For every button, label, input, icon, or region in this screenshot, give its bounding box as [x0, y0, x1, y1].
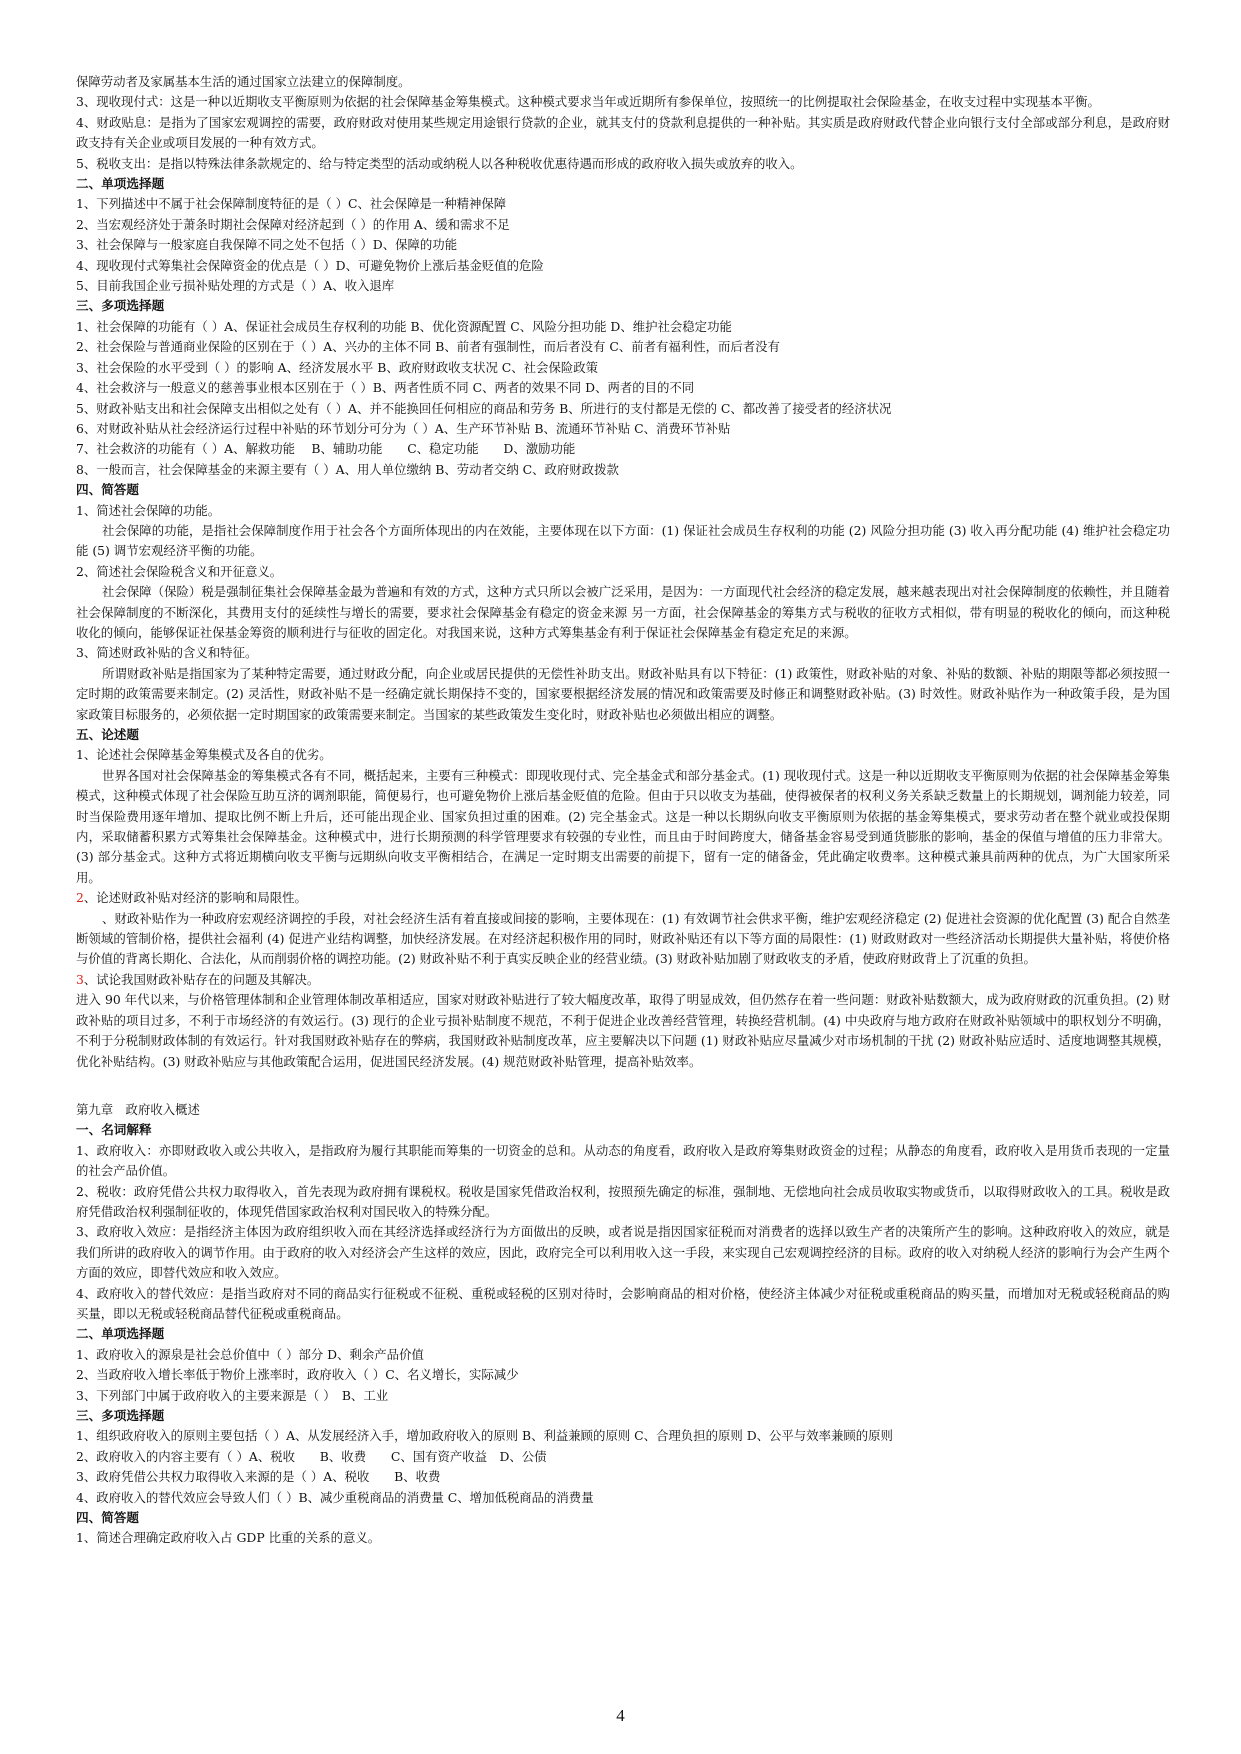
- list-item: 1、下列描述中不属于社会保障制度特征的是（ ）C、社会保障是一种精神保障: [76, 196, 507, 212]
- list-item: 2、当宏观经济处于萧条时期社会保障对经济起到（ ）的作用 A、缓和需求不足: [76, 216, 510, 232]
- section-heading: 三、多项选择题: [76, 298, 165, 314]
- paragraph: 3、现收现付式：这是一种以近期收支平衡原则为依据的社会保障基金筹集模式。这种模式要求当年或近期所有参保单位，按照统一的比例提取社会保险基金，在收支过程中实现基本平衡。: [76, 94, 1100, 110]
- list-item: 4、政府收入的替代效应会导致人们（ ）B、减少重税商品的消费量 C、增加低税商品的消费量: [76, 1489, 594, 1505]
- answer: 、财政补贴作为一种政府宏观经济调控的手段，对社会经济生活有着直接或间接的影响，主要体现在：(1) 有效调节社会供求平衡，维护宏观经济稳定 (2) 促进社会资源的优化配置 (3) 配合自然垄断领域的管制价格，提供社会福利 (4) 促进产业结构调整，加快经济发展。在对经济起积极作用的同时，财政补贴还有以下等方面的局限性：(1) 财政财政对一些经济活动长期提供大量补贴，将使价格与价值的背离长期化、合法化，从而削弱价格的调控功能。(2) 财政补贴不利于真实反映企业的经营业绩。(3) 财政补贴加剧了财政收支的矛盾，使政府财政背上了沉重的负担。: [76, 910, 1170, 967]
- document-body: [76, 72, 1170, 1549]
- paragraph: 4、财政贴息：是指为了国家宏观调控的需要，政府财政对使用某些规定用途银行贷款的企业，就其支付的贷款利息提供的一种补贴。其实质是政府财政代替企业向银行支付全部或部分利息，是政府财政支持有关企业或项目发展的一种有效方式。: [76, 114, 1170, 151]
- list-item: 3、社会保障与一般家庭自我保障不同之处不包括（ ）D、保障的功能: [76, 237, 458, 253]
- answer: 进入 90 年代以来，与价格管理体制和企业管理体制改革相适应，国家对财政补贴进行了较大幅度改革，取得了明显成效，但仍然存在着一些问题：财政补贴数额大，成为政府财政的沉重负担。(2) 财政补贴的项目过多，不利于市场经济的有效运行。(3) 现行的企业亏损补贴制度不规范，不利于促进企业改善经营管理，转换经营机制。(4) 中央政府与地方政府在财政补贴领域中的职权划分不明确，不利于分税制财政体制的有效运行。针对我国财政补贴存在的弊病，我国财政补贴制度改革，应主要解决以下问题 (1) 财政补贴应尽量减少对市场机制的干扰 (2) 财政补贴应适时、适度地调整其规模，优化补贴结构。(3) 财政补贴应与其他政策配合运用，促进国民经济发展。(4) 规范财政补贴管理，提高补贴效率。: [76, 992, 1170, 1069]
- question: 1、简述合理确定政府收入占 GDP 比重的关系的意义。: [76, 1530, 381, 1546]
- list-item: 1、政府收入：亦即财政收入或公共收入，是指政府为履行其职能而筹集的一切资金的总和。从动态的角度看，政府收入是政府筹集财政资金的过程；从静态的角度看，政府收入是用货币表现的一定量的社会产品价值。: [76, 1142, 1170, 1179]
- list-item: 8、一般而言，社会保障基金的来源主要有（ ）A、用人单位缴纳 B、劳动者交纳 C、政府财政拨款: [76, 461, 619, 477]
- section-heading: 四、简答题: [76, 482, 139, 498]
- list-item: 1、组织政府收入的原则主要包括（ ）A、从发展经济入手，增加政府收入的原则 B、利益兼顾的原则 C、合理负担的原则 D、公平与效率兼顾的原则: [76, 1428, 893, 1444]
- list-item: 3、政府收入效应：是指经济主体因为政府组织收入而在其经济选择或经济行为方面做出的反映，或者说是指因国家征税而对消费者的选择以致生产者的决策所产生的影响。这种政府收入的效应，就是我们所讲的政府收入的调节作用。由于政府的收入对经济会产生这样的效应，因此，政府完全可以利用收入这一手段，来实现自己宏观调控经济的目标。政府的收入对纳税人经济的影响行为会产生两个方面的效应，即替代效应和收入效应。: [76, 1224, 1170, 1281]
- question: 3、简述财政补贴的含义和特征。: [76, 645, 258, 661]
- list-item: 4、现收现付式筹集社会保障资金的优点是（ ）D、可避免物价上涨后基金贬值的危险: [76, 257, 544, 273]
- list-item: 7、社会救济的功能有（ ）A、解救功能 B、辅助功能 C、稳定功能 D、激励功能: [76, 441, 576, 457]
- list-item: 4、社会救济与一般意义的慈善事业根本区别在于（ ）B、两者性质不同 C、两者的效果不同 D、两者的目的不同: [76, 380, 695, 396]
- question: [76, 970, 1170, 990]
- section-heading: 二、单项选择题: [76, 176, 165, 192]
- answer: 所谓财政补贴是指国家为了某种特定需要，通过财政分配，向企业或居民提供的无偿性补助支出。财政补贴具有以下特征：(1) 政策性，财政补贴的对象、补贴的数额、补贴的期限等都必须按照一定时期的政策需要来制定。(2) 灵活性，财政补贴不是一经确定就长期保持不变的，国家要根据经济发展的情况和政策需要及时修正和调整财政补贴。(3) 时效性。财政补贴作为一种政策手段，是为国家政策目标服务的，必须依据一定时期国家的政策需要来制定。当国家的某些政策发生变化时，财政补贴也必须做出相应的调整。: [76, 665, 1170, 722]
- question: 1、简述社会保障的功能。: [76, 502, 221, 518]
- list-item: 1、社会保障的功能有（ ）A、保证社会成员生存权利的功能 B、优化资源配置 C、风险分担功能 D、维护社会稳定功能: [76, 318, 732, 334]
- question-number: 2: [76, 890, 84, 906]
- list-item: 5、财政补贴支出和社会保障支出相似之处有（ ）A、并不能换回任何相应的商品和劳务 B、所进行的支付都是无偿的 C、都改善了接受者的经济状况: [76, 400, 892, 416]
- section-heading: 三、多项选择题: [76, 1408, 165, 1423]
- section-heading: 一、名词解释: [76, 1122, 152, 1138]
- list-item: 5、目前我国企业亏损补贴处理的方式是（ ）A、收入退库: [76, 278, 395, 294]
- page-number: 4: [616, 1706, 625, 1725]
- question-text: 、试论我国财政补贴存在的问题及其解决。: [83, 971, 320, 987]
- answer: 社会保障（保险）税是强制征集社会保障基金最为普遍和有效的方式，这种方式只所以会被广泛采用，是因为：一方面现代社会经济的稳定发展，越来越表现出对社会保障制度的依赖性，并且随着社会保障制度的不断深化，其费用支付的延续性与增长的需要，要求社会保障基金有稳定的资金来源 另一方面，社会保障基金的筹集方式与税收的征收方式相似，带有明显的税收化的倾向，而这种税收化的倾向，能够保证社保基金筹资的顺利进行与征收的固定化。对我国来说，这种方式筹集基金有利于保证社会保障基金有稳定充足的来源。: [76, 584, 1170, 640]
- section-heading: 五、论述题: [76, 727, 139, 742]
- question-text: 、论述财政补贴对经济的影响和局限性。: [83, 890, 307, 906]
- paragraph: 5、税收支出：是指以特殊法律条款规定的、给与特定类型的活动或纳税人以各种税收优惠待遇而形成的政府收入损失或放弃的收入。: [76, 155, 803, 171]
- list-item: 1、政府收入的源泉是社会总价值中（ ）部分 D、剩余产品价值: [76, 1346, 424, 1362]
- list-item: 6、对财政补贴从社会经济运行过程中补贴的环节划分可分为（ ）A、生产环节补贴 B、流通环节补贴 C、消费环节补贴: [76, 420, 731, 436]
- list-item: 2、税收：政府凭借公共权力取得收入，首先表现为政府拥有课税权。税收是国家凭借政治权利，按照预先确定的标准，强制地、无偿地向社会成员收取实物或货币，以取得财政收入的工具。税收是政府凭借政治权利强制征收的，体现凭借国家政治权利对国民收入的特殊分配。: [76, 1183, 1170, 1219]
- section-heading: 二、单项选择题: [76, 1326, 165, 1342]
- list-item: 2、政府收入的内容主要有（ ）A、税收 B、收费 C、国有资产收益 D、公债: [76, 1448, 547, 1464]
- section-heading: 四、简答题: [76, 1510, 139, 1526]
- chapter-title: 第九章 政府收入概述: [76, 1101, 200, 1117]
- list-item: 4、政府收入的替代效应：是指当政府对不同的商品实行征税或不征税、重税或轻税的区别对待时，会影响商品的相对价格，使经济主体减少对征税或重税商品的购买量，而增加对无税或轻税商品的购买量，即以无税或轻税商品替代征税或重税商品。: [76, 1285, 1170, 1321]
- question: [76, 888, 1170, 908]
- list-item: 3、下列部门中属于政府收入的主要来源是（ ） B、工业: [76, 1387, 389, 1403]
- answer: 社会保障的功能，是指社会保障制度作用于社会各个方面所体现出的内在效能，主要体现在以下方面：(1) 保证社会成员生存权利的功能 (2) 风险分担功能 (3) 收入再分配功能 (4) 维护社会稳定功能 (5) 调节宏观经济平衡的功能。: [76, 522, 1170, 559]
- question-number: 3: [76, 971, 84, 987]
- paragraph: 保障劳动者及家属基本生活的通过国家立法建立的保障制度。: [76, 74, 411, 89]
- list-item: 3、社会保险的水平受到（ ）的影响 A、经济发展水平 B、政府财政收支状况 C、社会保险政策: [76, 359, 599, 375]
- question: 1、论述社会保障基金筹集模式及各自的优劣。: [76, 747, 332, 763]
- list-item: 2、社会保险与普通商业保险的区别在于（ ）A、兴办的主体不同 B、前者有强制性，而后者没有 C、前者有福利性，而后者没有: [76, 339, 780, 355]
- list-item: 3、政府凭借公共权力取得收入来源的是（ ）A、税收 B、收费: [76, 1469, 441, 1485]
- list-item: 2、当政府收入增长率低于物价上涨率时，政府收入（ ）C、名义增长，实际减少: [76, 1367, 519, 1383]
- question: 2、简述社会保险税含义和开征意义。: [76, 563, 283, 579]
- answer: 世界各国对社会保障基金的筹集模式各有不同，概括起来，主要有三种模式：即现收现付式、完全基金式和部分基金式。(1) 现收现付式。这是一种以近期收支平衡原则为依据的社会保障基金筹集模式，这种模式体现了社会保险互助互济的调剂职能，简便易行，也可避免物价上涨后基金贬值的危险。但由于只以收支为基础，使得被保者的权利义务关系缺乏数量上的长期规划，调剂能力较差，同时当保险费用逐年增加、提取比例不断上升后，还可能出现企业、国家负担过重的困难。(2) 完全基金式。这是一种以长期纵向收支平衡原则为依据的基金筹集模式，要求劳动者在整个就业或投保期内，采取储蓄积累方式筹集社会保障基金。这种模式中，进行长期预测的科学管理要求有较强的专业性，而且由于时间跨度大，储备基金容易受到通货膨胀的影响，基金的保值与增值的压力非常大。(3) 部分基金式。这种方式将近期横向收支平衡与远期纵向收支平衡相结合，在满足一定时期支出需要的前提下，留有一定的储备金，凭此确定收费率。这种模式兼具前两种的优点，为广大国家所采用。: [76, 767, 1170, 885]
